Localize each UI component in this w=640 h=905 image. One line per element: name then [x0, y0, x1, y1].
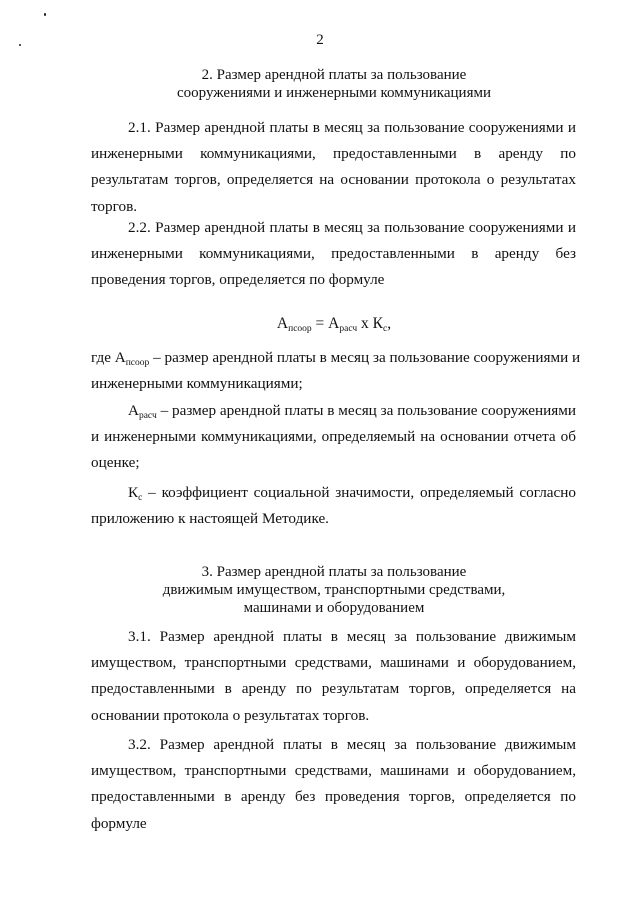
paragraph-line: торгов.	[91, 197, 138, 215]
scan-mark-top	[44, 13, 46, 16]
formula-subscript: с	[138, 493, 143, 503]
paragraph-line: инженерными коммуникациями, предоставленными в аренду по	[91, 145, 576, 163]
formula-operator: х	[357, 315, 373, 332]
paragraph-arasch	[91, 398, 576, 477]
formula-symbol: К	[372, 315, 383, 332]
section-2-heading-line1: 2. Размер арендной платы за пользование	[201, 67, 467, 83]
paragraph-line: инженерными коммуникациями, предоставленными в аренду без	[91, 245, 576, 263]
section-2-heading	[0, 66, 640, 102]
formula-punctuation: ,	[387, 315, 392, 332]
paragraph-line: имуществом, транспортными средствами, машинами и оборудованием,	[91, 654, 576, 672]
definition-lead: где А	[91, 349, 126, 366]
section-2-heading-line2: сооружениями и инженерными коммуникациями	[177, 85, 491, 101]
paragraph-3-2	[91, 732, 576, 837]
formula-subscript: с	[383, 324, 388, 334]
paragraph-line: инженерными коммуникациями;	[91, 375, 303, 393]
paragraph-line	[91, 345, 581, 371]
paragraph-line	[91, 398, 576, 424]
paragraph-line: 2.1. Размер арендной платы в месяц за пользование сооружениями и	[128, 119, 576, 136]
formula-subscript: расч	[138, 411, 157, 421]
section-3-heading-line1: 3. Размер арендной платы за пользование	[201, 564, 467, 580]
paragraph-line: предоставленными в аренду по результатам торгов, определяется на	[91, 680, 576, 698]
paragraph-line: и инженерными коммуникациями, определяемый на основании отчета об	[91, 428, 576, 446]
paragraph-kc	[91, 480, 576, 532]
paragraph-line: 3.2. Размер арендной платы в месяц за пользование движимым	[128, 736, 576, 753]
paragraph-line: приложению к настоящей Методике.	[91, 510, 329, 528]
paragraph-line: проведения торгов, определяется по формуле	[91, 271, 385, 289]
paragraph-line: 2.2. Размер арендной платы в месяц за пользование сооружениями и	[128, 219, 576, 236]
formula-symbol: А	[128, 402, 139, 419]
page-number: 2	[316, 32, 324, 48]
section-3-heading-line2: движимым имуществом, транспортными средствами,	[162, 582, 506, 598]
paragraph-3-1	[91, 624, 576, 729]
paragraph-line: результатам торгов, определяется на основании протокола о результатах	[91, 171, 576, 189]
definition-text: – размер арендной платы в месяц за пользование сооружениями	[156, 402, 576, 419]
paragraph-line: 3.1. Размер арендной платы в месяц за пользование движимым	[128, 628, 576, 645]
formula-subscript: расч	[339, 324, 358, 334]
paragraph-line: предоставленными в аренду без проведения торгов, определяется по	[91, 788, 576, 806]
paragraph-where	[91, 345, 581, 397]
formula-subscript: псоор	[288, 324, 312, 334]
definition-text: – размер арендной платы в месяц за пользование сооружениями и	[149, 349, 581, 366]
paragraph-2-1	[91, 115, 576, 220]
paragraph-2-2	[91, 215, 576, 294]
paragraph-line: основании протокола о результатах торгов.	[91, 706, 370, 724]
formula-symbol: К	[128, 484, 139, 501]
formula-operator: =	[311, 315, 329, 332]
paragraph-line: формуле	[91, 814, 147, 832]
definition-text: – коэффициент социальной значимости, определяемый согласно	[142, 484, 576, 501]
formula-2	[0, 314, 640, 334]
paragraph-line: оценке;	[91, 454, 140, 472]
formula-subscript: псоор	[125, 358, 150, 368]
paragraph-line: имуществом, транспортными средствами, машинами и оборудованием,	[91, 762, 576, 780]
formula-symbol: А	[276, 315, 289, 332]
paragraph-line	[91, 480, 576, 506]
formula-symbol: А	[328, 315, 340, 332]
section-3-heading	[0, 563, 640, 617]
section-3-heading-line3: машинами и оборудованием	[243, 600, 425, 616]
